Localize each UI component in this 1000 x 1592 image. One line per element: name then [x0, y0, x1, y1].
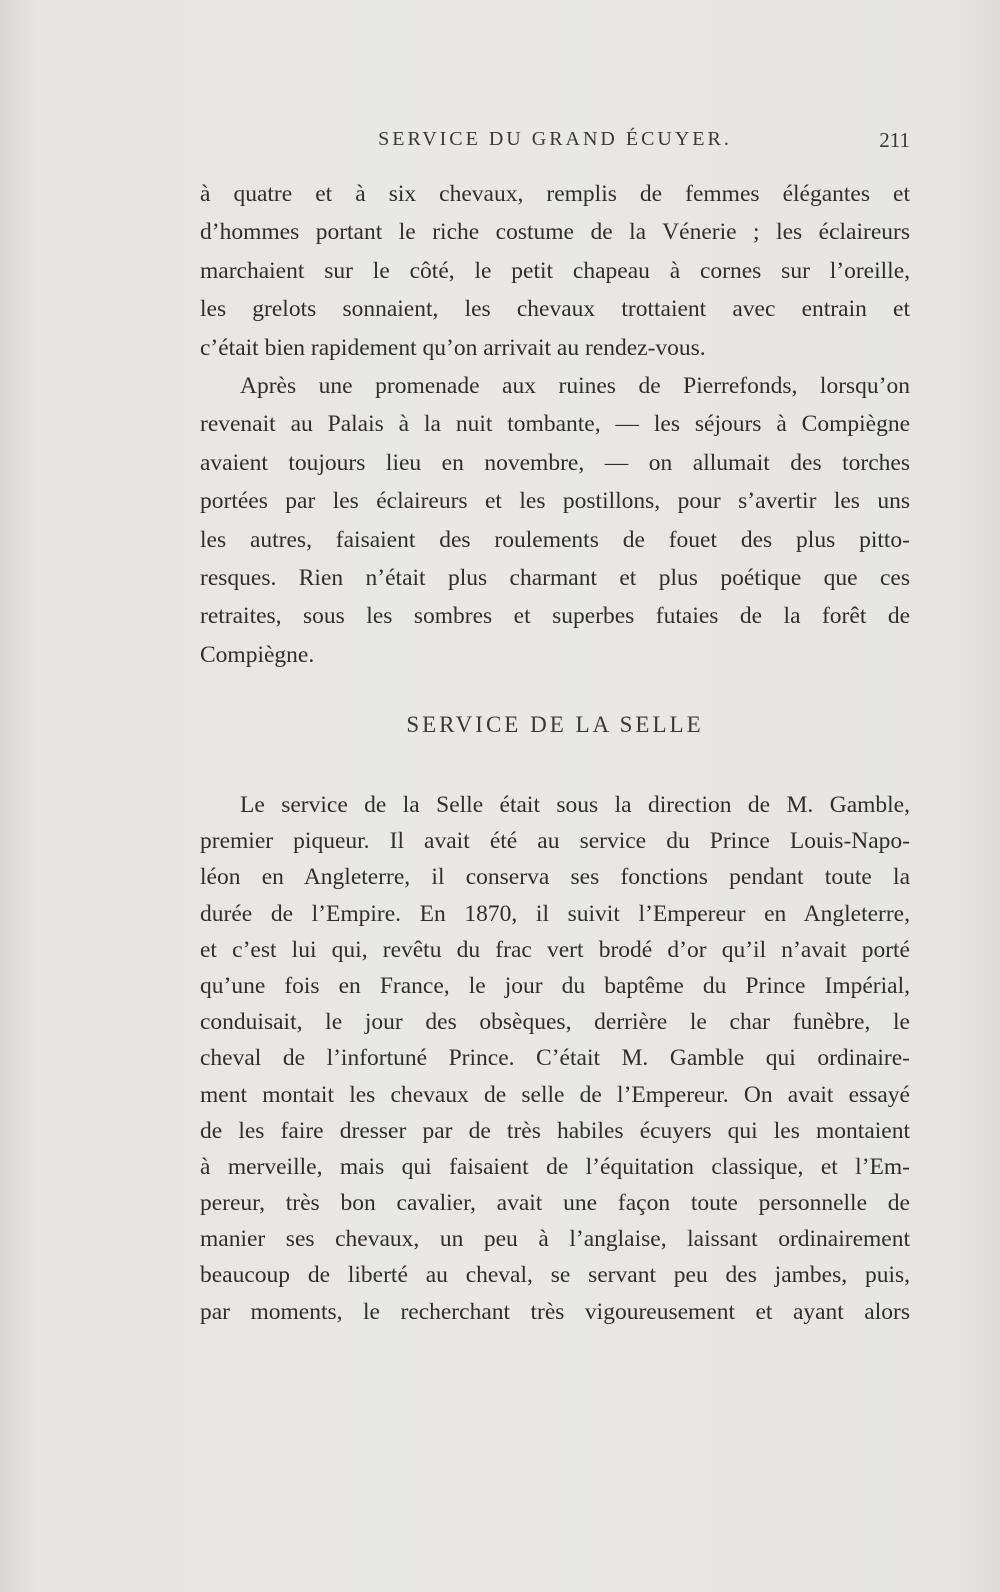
text-line: Le service de la Selle était sous la direction de M. Gamble,	[240, 792, 910, 818]
paragraph-3	[200, 787, 910, 1330]
text-line: conduisait, le jour des obsèques, derrière le char funèbre, le	[200, 1009, 910, 1036]
page-number: 211	[879, 128, 910, 152]
text-line: ment montait les chevaux de selle de l’Empereur. On avait essayé	[200, 1081, 910, 1108]
text-line: léon en Angleterre, il conserva ses fonctions pendant toute la	[200, 864, 910, 891]
text-line: marchaient sur le côté, le petit chapeau à cornes sur l’oreille,	[200, 257, 910, 284]
text-line: beaucoup de liberté au cheval, se servant peu des jambes, puis,	[200, 1262, 910, 1289]
text-line: pereur, très bon cavalier, avait une façon toute personnelle de	[200, 1190, 910, 1217]
text-line: cheval de l’infortuné Prince. C’était M. Gamble qui ordinaire-	[200, 1045, 910, 1072]
text-line: les autres, faisaient des roulements de fouet des plus pitto-	[200, 526, 910, 553]
text-line: premier piqueur. Il avait été au service du Prince Louis-Napo-	[200, 828, 910, 855]
text-line: à quatre et à six chevaux, remplis de femmes élégantes et	[200, 181, 910, 207]
paragraph-2	[200, 367, 910, 674]
text-line: retraites, sous les sombres et superbes futaies de la forêt de	[200, 603, 910, 630]
section-heading: SERVICE DE LA SELLE	[406, 712, 704, 737]
paragraph-1	[200, 175, 910, 367]
text-line: à merveille, mais qui faisaient de l’équitation classique, et l’Em-	[200, 1153, 910, 1180]
text-line: portées par les éclaireurs et les postillons, pour s’avertir les uns	[200, 488, 910, 515]
text-line: par moments, le recherchant très vigoureusement et ayant alors	[200, 1298, 910, 1325]
text-line: resques. Rien n’était plus charmant et plus poétique que ces	[200, 564, 910, 591]
text-line: avaient toujours lieu en novembre, — on allumait des torches	[200, 449, 910, 476]
text-line: d’hommes portant le riche costume de la Vénerie ; les éclaireurs	[200, 219, 910, 246]
text-line: et c’est lui qui, revêtu du frac vert brodé d’or qu’il n’avait porté	[200, 936, 910, 963]
text-line: de les faire dresser par de très habiles écuyers qui les montaient	[200, 1117, 910, 1144]
text-line: qu’une fois en France, le jour du baptême du Prince Impérial,	[200, 972, 910, 999]
text-line: Après une promenade aux ruines de Pierrefonds, lorsqu’on	[240, 373, 910, 399]
running-head	[200, 128, 910, 158]
text-line: c’était bien rapidement qu’on arrivait au rendez-vous.	[200, 334, 706, 361]
text-line: les grelots sonnaient, les chevaux trottaient avec entrain et	[200, 296, 910, 323]
text-line: manier ses chevaux, un peu à l’anglaise, laissant ordinairement	[200, 1226, 910, 1253]
text-line: Compiègne.	[200, 641, 315, 668]
text-line: durée de l’Empire. En 1870, il suivit l’Empereur en Angleterre,	[200, 900, 910, 927]
text-line: revenait au Palais à la nuit tombante, — les séjours à Compiègne	[200, 411, 910, 438]
running-title: SERVICE DU GRAND ÉCUYER.	[378, 128, 732, 150]
